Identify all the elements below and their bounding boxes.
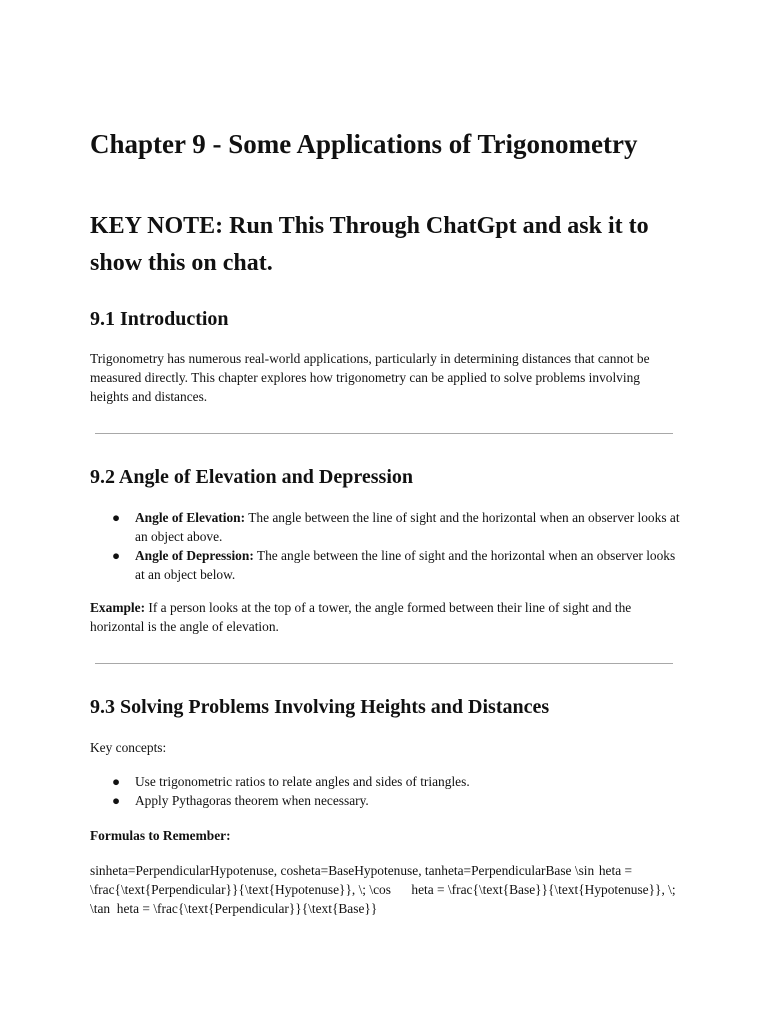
formulas-label: Formulas to Remember: (90, 828, 231, 843)
section-divider (95, 433, 673, 434)
list-item (90, 772, 680, 791)
key-note-heading: KEY NOTE: Run This Through ChatGpt and ask it to show this on chat. (90, 213, 649, 276)
section-divider (95, 663, 673, 664)
section-heading-introduction: 9.1 Introduction (90, 308, 229, 330)
term-label: Angle of Elevation: (135, 510, 246, 525)
document-title: Chapter 9 - Some Applications of Trigonometry (90, 129, 638, 159)
introduction-paragraph: Trigonometry has numerous real-world applications, particularly in determining distances that cannot be measured directly. This chapter explores how trigonometry can be applied to solve problems involving heights and distances. (90, 351, 650, 404)
list-item (90, 508, 680, 546)
list-item (90, 546, 680, 584)
bullet-icon: ● (112, 548, 121, 563)
example-text: If a person looks at the top of a tower, the angle formed between their line of sight and the horizontal is the angle of elevation. (90, 600, 632, 634)
elevation-depression-list (90, 508, 680, 584)
key-concepts-list (90, 772, 680, 810)
list-item-text: Apply Pythagoras theorem when necessary. (135, 793, 369, 808)
list-item (90, 791, 680, 810)
key-concepts-label: Key concepts: (90, 740, 167, 755)
example-label: Example: (90, 600, 146, 615)
formulas-text: sinheta=PerpendicularHypotenuse, cosheta=BaseHypotenuse, tanheta=PerpendicularBase \sin heta = \frac{\text{Perpendicular}}{\text{Hypotenuse}}, \; \cos heta = \frac{\text{Base}}{\text{Hypotenuse}}, \; \tan heta = \frac{\text{Perpendicular}}{\text{Base}} (90, 863, 679, 916)
formulas-heading (90, 826, 680, 845)
bullet-icon: ● (112, 774, 121, 789)
term-label: Angle of Depression: (135, 548, 254, 563)
bullet-icon: ● (112, 510, 121, 525)
term-definition: The angle between the line of sight and the horizontal when an observer looks at an object above. (135, 510, 680, 544)
list-item-text: Use trigonometric ratios to relate angles and sides of triangles. (135, 774, 470, 789)
section-heading-heights-distances: 9.3 Solving Problems Involving Heights and Distances (90, 696, 550, 718)
example-paragraph (90, 598, 680, 636)
term-definition: The angle between the line of sight and the horizontal when an observer looks at an object below. (135, 548, 676, 582)
bullet-icon: ● (112, 793, 121, 808)
section-heading-elevation-depression: 9.2 Angle of Elevation and Depression (90, 466, 413, 488)
